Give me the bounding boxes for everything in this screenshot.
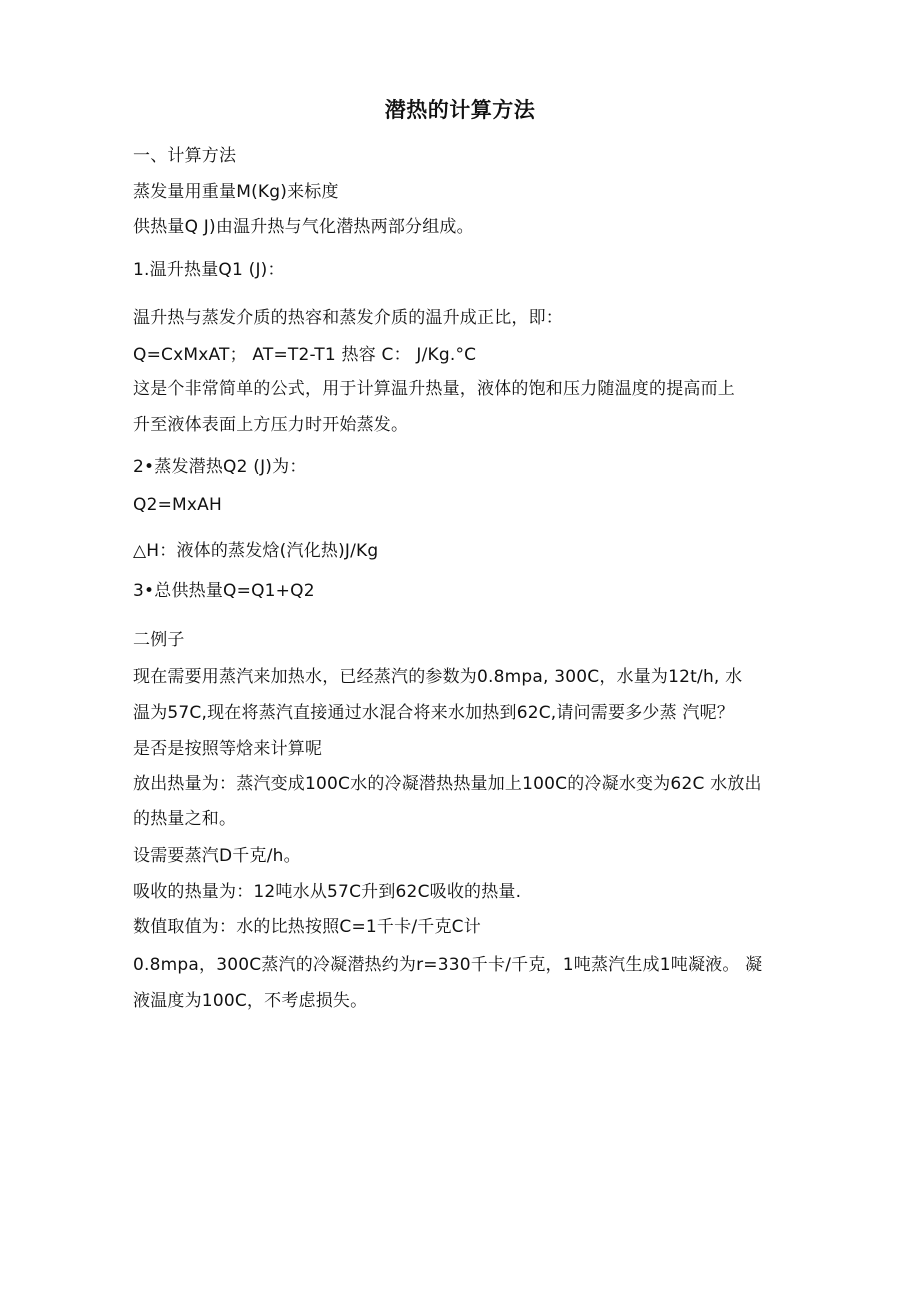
text-line: 供热量Q J)由温升热与气化潜热两部分组成。 (133, 217, 474, 237)
text-line: 是否是按照等焓来计算呢 (133, 739, 323, 759)
text-line: 放出热量为：蒸汽变成100C水的冷凝潜热热量加上100C的冷凝水变为62C 水放出 (133, 774, 762, 794)
text-line: 设需要蒸汽D千克/h。 (133, 846, 301, 866)
text-line: 这是个非常简单的公式，用于计算温升热量，液体的饱和压力随温度的提高而上 (133, 379, 735, 399)
subheading-q2: 2•蒸发潜热Q2 (J)为： (133, 457, 307, 477)
text-line: 0.8mpa，300C蒸汽的冷凝潜热约为r=330千卡/千克，1吨蒸汽生成1吨凝液。 凝 (133, 955, 763, 975)
text-line: 数值取值为：水的比热按照C=1千卡/千克C计 (133, 917, 481, 937)
text-line: 的热量之和。 (133, 809, 237, 829)
text-line: 吸收的热量为：12吨水从57C升到62C吸收的热量. (133, 882, 522, 902)
text-line: 温升热与蒸发介质的热容和蒸发介质的温升成正比，即： (133, 308, 563, 328)
subheading-q1: 1.温升热量Q1 (J)： (133, 260, 285, 280)
text-line: △H：液体的蒸发焓(汽化热)J/Kg (133, 541, 379, 561)
text-line: 温为57C,现在将蒸汽直接通过水混合将来水加热到62C,请问需要多少蒸 汽呢？ (133, 703, 735, 723)
text-line: 现在需要用蒸汽来加热水，已经蒸汽的参数为0.8mpa, 300C，水量为12t/h, 水 (133, 667, 743, 687)
formula-line: Q=CxMxAT； AT=T2-T1 热容 C： J/Kg.°C (133, 345, 477, 365)
text-line: 升至液体表面上方压力时开始蒸发。 (133, 415, 409, 435)
text-line: 液温度为100C，不考虑损失。 (133, 991, 368, 1011)
section-heading-example: 二例子 (133, 630, 185, 650)
page-title: 潜热的计算方法 (384, 98, 536, 122)
formula-line: Q2=MxAH (133, 495, 222, 515)
text-line: 蒸发量用重量M(Kg)来标度 (133, 182, 339, 202)
section-heading-method: 一、计算方法 (133, 146, 237, 166)
formula-line: 3•总供热量Q=Q1+Q2 (133, 581, 315, 601)
